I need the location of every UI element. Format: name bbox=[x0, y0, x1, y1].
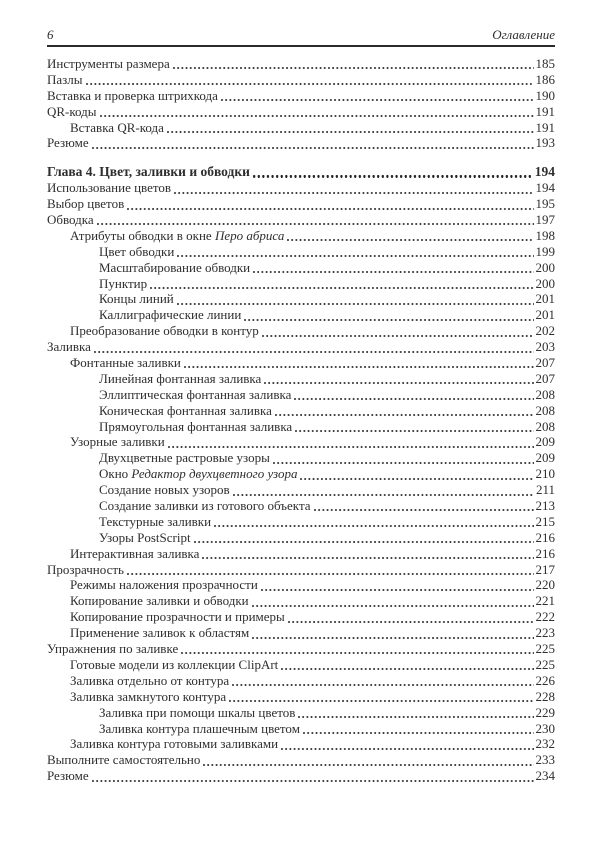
entry-label: Применение заливок к областям bbox=[70, 625, 250, 641]
dot-leader bbox=[229, 700, 533, 702]
entry-label: Преобразование обводки в контур bbox=[70, 323, 259, 339]
toc-entry bbox=[47, 434, 555, 450]
entry-page-number: 209 bbox=[535, 434, 555, 450]
entry-label: Заливка отдельно от контура bbox=[70, 672, 230, 688]
entry-label: Режимы наложения прозрачности bbox=[70, 577, 258, 593]
entry-page-number: 199 bbox=[535, 243, 555, 259]
dot-leader bbox=[221, 99, 534, 101]
entry-page-number: 228 bbox=[535, 688, 555, 704]
entry-page-number: 208 bbox=[535, 386, 555, 402]
dot-leader bbox=[127, 573, 534, 575]
entry-label: Инструменты размера bbox=[47, 55, 170, 71]
dot-leader bbox=[273, 462, 534, 464]
entry-page-number: 194 bbox=[535, 180, 555, 196]
entry-label: Вставка QR-кода bbox=[70, 119, 164, 135]
dot-leader bbox=[253, 271, 533, 273]
entry-label: Заливка bbox=[47, 339, 91, 355]
dot-leader bbox=[167, 131, 534, 133]
entry-label: Использование цветов bbox=[47, 180, 172, 196]
toc-entry bbox=[47, 355, 555, 371]
entry-label: Цвет обводки bbox=[99, 243, 175, 259]
toc-entry bbox=[47, 339, 555, 355]
entry-label: Вставка и проверка штрихкода bbox=[47, 87, 218, 103]
toc-entry bbox=[47, 498, 555, 514]
toc-entry bbox=[47, 689, 555, 705]
toc-entry bbox=[47, 578, 555, 594]
toc-entry bbox=[47, 657, 555, 673]
entry-page-number: 208 bbox=[535, 402, 555, 418]
toc-entry bbox=[47, 323, 555, 339]
entry-label: Упражнения по заливке bbox=[47, 641, 179, 657]
entry-page-number: 210 bbox=[535, 466, 555, 482]
dot-leader bbox=[194, 541, 534, 543]
toc-entry bbox=[47, 609, 555, 625]
dot-leader bbox=[174, 192, 533, 194]
dot-leader bbox=[294, 398, 533, 400]
dot-leader bbox=[244, 319, 533, 321]
toc-entry bbox=[47, 72, 555, 88]
entry-label: Резюме bbox=[47, 768, 89, 784]
toc-entry bbox=[47, 56, 555, 72]
entry-label: Двухцветные растровые узоры bbox=[99, 450, 270, 466]
entry-label: Текстурные заливки bbox=[99, 513, 212, 529]
dot-leader bbox=[262, 335, 534, 337]
entry-label: Выполните самостоятельно bbox=[47, 752, 201, 768]
entry-page-number: 225 bbox=[535, 641, 555, 657]
entry-page-number: 186 bbox=[535, 71, 555, 87]
entry-page-number: 226 bbox=[535, 672, 555, 688]
toc-entry bbox=[47, 88, 555, 104]
dot-leader bbox=[150, 287, 533, 289]
toc-entry bbox=[47, 307, 555, 323]
dot-leader bbox=[92, 147, 534, 149]
dot-leader bbox=[298, 716, 533, 718]
entry-label: Атрибуты обводки в окне Перо абриса bbox=[70, 227, 285, 243]
entry-label: Масштабирование обводки bbox=[99, 259, 251, 275]
dot-leader bbox=[295, 430, 533, 432]
dot-leader bbox=[184, 366, 534, 368]
entry-page-number: 185 bbox=[535, 55, 555, 71]
toc-entry bbox=[47, 120, 555, 136]
entry-page-number: 216 bbox=[535, 545, 555, 561]
entry-page-number: 194 bbox=[534, 164, 555, 180]
entry-label: Создание новых узоров bbox=[99, 482, 230, 498]
entry-label: Заливка замкнутого контура bbox=[70, 688, 227, 704]
header-title: Оглавление bbox=[492, 27, 555, 42]
entry-page-number: 191 bbox=[535, 119, 555, 135]
entry-label: Заливка контура готовыми заливками bbox=[70, 736, 279, 752]
entry-label: Прямоугольная фонтанная заливка bbox=[99, 418, 293, 434]
dot-leader bbox=[86, 83, 534, 85]
entry-page-number: 203 bbox=[535, 339, 555, 355]
entry-page-number: 207 bbox=[535, 370, 555, 386]
dot-leader bbox=[214, 525, 533, 527]
toc-entry bbox=[47, 482, 555, 498]
toc-entry bbox=[47, 212, 555, 228]
toc-entry bbox=[47, 196, 555, 212]
entry-label: Узоры PostScript bbox=[99, 529, 191, 545]
dot-leader bbox=[264, 382, 533, 384]
dot-leader bbox=[233, 494, 534, 496]
dot-leader bbox=[173, 67, 534, 69]
entry-page-number: 202 bbox=[535, 323, 555, 339]
dot-leader bbox=[314, 509, 534, 511]
entry-label: Заливка при помощи шкалы цветов bbox=[99, 704, 296, 720]
dot-leader bbox=[287, 239, 533, 241]
entry-label: Выбор цветов bbox=[47, 196, 125, 212]
entry-page-number: 222 bbox=[535, 609, 555, 625]
toc-list bbox=[47, 56, 555, 784]
entry-page-number: 195 bbox=[535, 196, 555, 212]
entry-page-number: 232 bbox=[535, 736, 555, 752]
toc-entry bbox=[47, 546, 555, 562]
entry-label: Коническая фонтанная заливка bbox=[99, 402, 272, 418]
dot-leader bbox=[202, 557, 533, 559]
entry-page-number: 234 bbox=[535, 768, 555, 784]
entry-page-number: 201 bbox=[535, 291, 555, 307]
running-head bbox=[47, 27, 555, 47]
dot-leader bbox=[252, 637, 533, 639]
dot-leader bbox=[168, 446, 534, 448]
entry-label: Прозрачность bbox=[47, 561, 124, 577]
dot-leader bbox=[203, 764, 533, 766]
toc-entry bbox=[47, 752, 555, 768]
dot-leader bbox=[92, 780, 534, 782]
dot-leader bbox=[303, 732, 534, 734]
entry-page-number: 229 bbox=[535, 704, 555, 720]
entry-page-number: 207 bbox=[535, 355, 555, 371]
toc-entry bbox=[47, 104, 555, 120]
dot-leader bbox=[177, 303, 534, 305]
entry-label: Пунктир bbox=[99, 275, 148, 291]
toc-entry bbox=[47, 768, 555, 784]
dot-leader bbox=[253, 175, 531, 177]
entry-page-number: 198 bbox=[535, 227, 555, 243]
entry-label: Резюме bbox=[47, 135, 89, 151]
entry-page-number: 209 bbox=[535, 450, 555, 466]
toc-entry bbox=[47, 530, 555, 546]
dot-leader bbox=[281, 748, 533, 750]
dot-leader bbox=[177, 255, 533, 257]
entry-page-number: 233 bbox=[535, 752, 555, 768]
entry-label: Интерактивная заливка bbox=[70, 545, 200, 561]
toc-entry bbox=[47, 514, 555, 530]
toc-entry bbox=[47, 450, 555, 466]
toc-entry bbox=[47, 641, 555, 657]
toc-entry bbox=[47, 244, 555, 260]
entry-page-number: 223 bbox=[535, 625, 555, 641]
entry-page-number: 200 bbox=[535, 259, 555, 275]
page-number: 6 bbox=[47, 27, 54, 42]
entry-page-number: 230 bbox=[535, 720, 555, 736]
dot-leader bbox=[281, 668, 533, 670]
toc-entry bbox=[47, 371, 555, 387]
toc-entry bbox=[47, 721, 555, 737]
toc-entry bbox=[47, 260, 555, 276]
entry-label: Фонтанные заливки bbox=[70, 355, 181, 371]
entry-label: Копирование заливки и обводки bbox=[70, 593, 249, 609]
dot-leader bbox=[252, 605, 534, 607]
entry-page-number: 217 bbox=[535, 561, 555, 577]
dot-leader bbox=[94, 351, 534, 353]
entry-page-number: 215 bbox=[535, 513, 555, 529]
dot-leader bbox=[127, 208, 533, 210]
entry-page-number: 200 bbox=[535, 275, 555, 291]
dot-leader bbox=[100, 115, 534, 117]
dot-leader bbox=[261, 589, 534, 591]
toc-entry bbox=[47, 419, 555, 435]
toc-entry bbox=[47, 466, 555, 482]
entry-label: Обводка bbox=[47, 212, 94, 227]
dot-leader bbox=[275, 414, 534, 416]
entry-page-number: 211 bbox=[535, 482, 555, 498]
entry-label: Глава 4. Цвет, заливки и обводки bbox=[47, 164, 250, 180]
entry-label: QR-коды bbox=[47, 103, 97, 119]
toc-entry bbox=[47, 276, 555, 292]
toc-entry bbox=[47, 562, 555, 578]
dot-leader bbox=[181, 652, 533, 654]
toc-entry bbox=[47, 673, 555, 689]
entry-label: Концы линий bbox=[99, 291, 174, 307]
toc-entry bbox=[47, 180, 555, 196]
toc-entry bbox=[47, 625, 555, 641]
entry-label: Линейная фонтанная заливка bbox=[99, 370, 262, 386]
entry-label: Каллиграфические линии bbox=[99, 307, 242, 323]
entry-label: Копирование прозрачности и примеры bbox=[70, 609, 285, 625]
entry-page-number: 216 bbox=[535, 529, 555, 545]
entry-page-number: 225 bbox=[535, 656, 555, 672]
dot-leader bbox=[300, 478, 533, 480]
dot-leader bbox=[97, 223, 534, 225]
toc-entry bbox=[47, 164, 555, 180]
toc-entry bbox=[47, 705, 555, 721]
entry-page-number: 220 bbox=[535, 577, 555, 593]
entry-label: Окно Редактор двухцветного узора bbox=[99, 466, 298, 482]
entry-page-number: 208 bbox=[535, 418, 555, 434]
toc-entry bbox=[47, 135, 555, 151]
entry-page-number: 191 bbox=[535, 103, 555, 119]
entry-label: Заливка контура плашечным цветом bbox=[99, 720, 300, 736]
entry-label: Создание заливки из готового объекта bbox=[99, 498, 311, 514]
toc-entry bbox=[47, 736, 555, 752]
toc-entry bbox=[47, 387, 555, 403]
entry-page-number: 190 bbox=[535, 87, 555, 103]
entry-page-number: 193 bbox=[535, 135, 555, 151]
entry-label: Пазлы bbox=[47, 71, 83, 87]
toc-entry bbox=[47, 403, 555, 419]
entry-page-number: 197 bbox=[535, 212, 555, 227]
entry-page-number: 201 bbox=[535, 307, 555, 323]
entry-label: Готовые модели из коллекции ClipArt bbox=[70, 656, 279, 672]
entry-page-number: 221 bbox=[535, 593, 555, 609]
toc-entry bbox=[47, 291, 555, 307]
dot-leader bbox=[232, 684, 533, 686]
dot-leader bbox=[288, 621, 534, 623]
entry-page-number: 213 bbox=[535, 498, 555, 514]
entry-label: Эллиптическая фонтанная заливка bbox=[99, 386, 292, 402]
toc-entry bbox=[47, 228, 555, 244]
entry-label: Узорные заливки bbox=[70, 434, 165, 450]
toc-entry bbox=[47, 593, 555, 609]
